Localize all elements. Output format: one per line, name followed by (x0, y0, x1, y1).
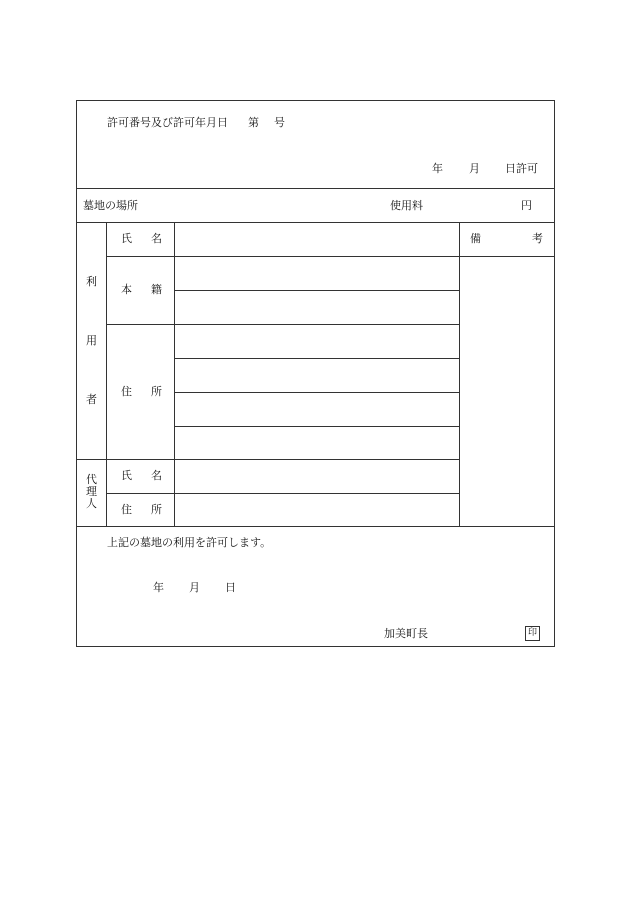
issue-date-year: 年 (153, 581, 164, 594)
usage-fee-label: 使用料 (390, 199, 423, 212)
rule-user-bottom (77, 459, 459, 460)
user-name-label-1: 氏 (121, 232, 132, 245)
permit-number-gou: 号 (274, 116, 285, 129)
user-label-char-3: 者 (86, 393, 97, 406)
agent-address-label-1: 住 (121, 503, 132, 516)
rule-col-remarks (459, 222, 460, 526)
user-label-char-2: 用 (86, 334, 97, 347)
seal-mark: 印 (525, 626, 540, 641)
rule-agent-mid (106, 493, 459, 494)
rule-domicile-bottom (106, 324, 459, 325)
rule-location-bottom (77, 222, 554, 223)
issue-date-month: 月 (189, 581, 200, 594)
domicile-label-2: 籍 (151, 283, 162, 296)
permit-date-month: 月 (469, 162, 480, 175)
permit-date-year: 年 (432, 162, 443, 175)
user-name-label-2: 名 (151, 232, 162, 245)
agent-address-label-2: 所 (151, 503, 162, 516)
agent-name-label-1: 氏 (121, 469, 132, 482)
cemetery-use-permit-form (76, 100, 555, 647)
agent-label-char-3: 人 (86, 497, 97, 510)
rule-col-label (174, 222, 175, 526)
permit-statement: 上記の墓地の利用を許可します。 (107, 536, 272, 549)
rule-domicile-mid (174, 290, 459, 291)
user-address-label-1: 住 (121, 385, 132, 398)
rule-agent-bottom (77, 526, 554, 527)
mayor-title: 加美町長 (384, 627, 428, 640)
permit-number-label: 許可番号及び許可年月日 (107, 116, 228, 129)
issue-date-day: 日 (225, 581, 236, 594)
agent-name-label-2: 名 (151, 469, 162, 482)
rule-address-3 (174, 426, 459, 427)
cemetery-location-label: 墓地の場所 (83, 199, 138, 212)
user-label-char-1: 利 (86, 275, 97, 288)
permit-number-dai: 第 (248, 116, 259, 129)
rule-col-left (106, 222, 107, 526)
agent-label-char-2: 理 (86, 485, 97, 498)
user-address-label-2: 所 (151, 385, 162, 398)
remarks-label-2: 考 (532, 232, 543, 245)
rule-header-bottom (77, 188, 554, 189)
domicile-label-1: 本 (121, 283, 132, 296)
usage-fee-yen: 円 (521, 199, 532, 212)
permit-date-day-permit: 日許可 (505, 162, 538, 175)
rule-address-1 (174, 358, 459, 359)
rule-address-2 (174, 392, 459, 393)
agent-label-char-1: 代 (86, 473, 97, 486)
remarks-label-1: 備 (470, 232, 481, 245)
